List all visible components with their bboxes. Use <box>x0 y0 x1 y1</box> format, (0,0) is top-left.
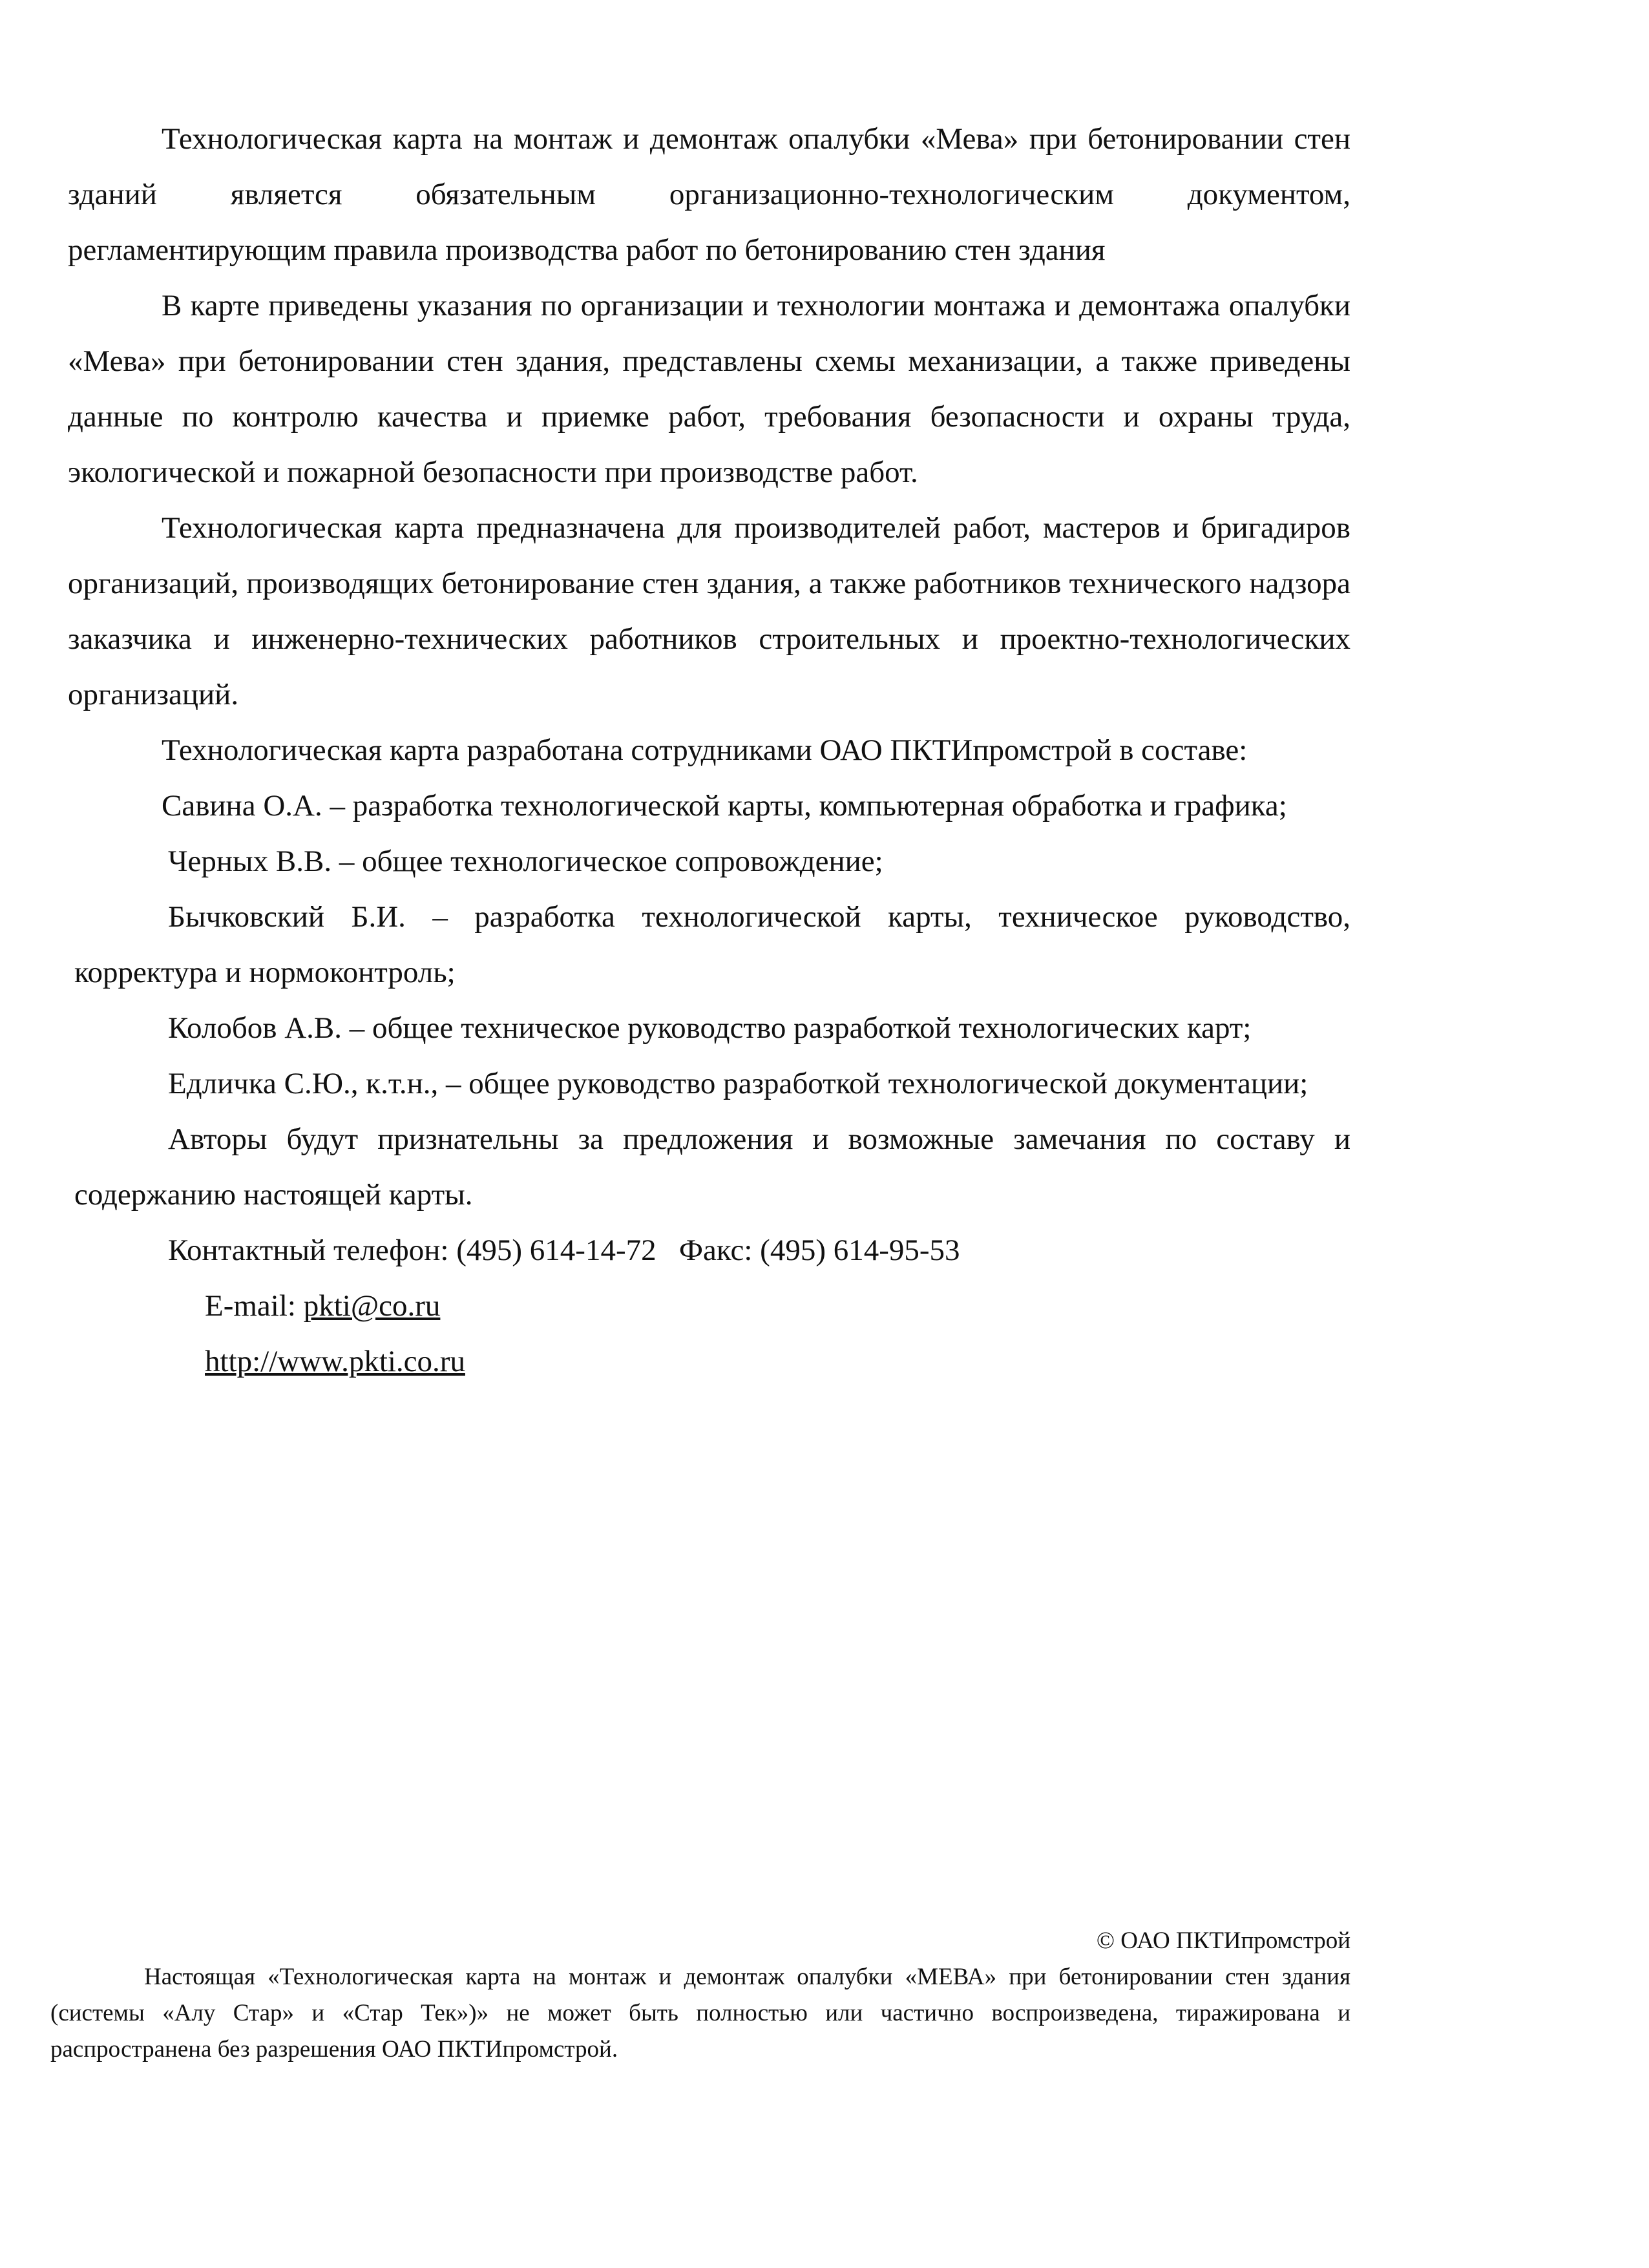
website-link[interactable]: http://www.pkti.co.ru <box>205 1345 465 1378</box>
author-savina: Савина О.А. – разработка технологической карты, компьютерная обработка и графика; <box>162 789 1287 823</box>
paragraph-audience: Технологическая карта предназначена для производителей работ, мастеров и бригадиров организаций, производящих бетонирование стен здания, а также работников технического надзора заказчика и инженерно-технических работников строительных и проектно-технологических организаций. <box>68 511 1350 711</box>
contact-email-line <box>68 1278 1350 1334</box>
fax-number: (495) 614-95-53 <box>760 1234 960 1267</box>
paragraph-purpose: Технологическая карта на монтаж и демонтаж опалубки «Мева» при бетонировании стен зданий является обязательным организационно-технологическим документом, регламентирующим правила производства работ по бетонированию стен здания <box>68 122 1350 267</box>
authors-closing: Авторы будут признательны за предложения и возможные замечания по составу и содержанию настоящей карты. <box>74 1122 1350 1212</box>
contact-phone-line <box>68 1223 1350 1278</box>
authors-intro: Технологическая карта разработана сотрудниками ОАО ПКТИпромстрой в составе: <box>162 733 1248 767</box>
paragraph-contents: В карте приведены указания по организации и технологии монтажа и демонтажа опалубки «Мева» при бетонировании стен здания, представлены схемы механизации, а также приведены данные по контролю качества и приемке работ, требования безопасности и охраны труда, экологической и пожарной безопасности при производстве работ. <box>68 289 1350 489</box>
contact-website-line <box>68 1334 1350 1389</box>
reproduction-notice: Настоящая «Технологическая карта на монтаж и демонтаж опалубки «МЕВА» при бетонировании стен здания (системы «Алу Стар» и «Стар Тек»)» не может быть полностью или частично воспроизведена, тиражирована и распространена без разрешения ОАО ПКТИпромстрой. <box>50 1964 1350 2063</box>
email-label: E-mail: <box>205 1289 296 1323</box>
author-kolobov: Колобов А.В. – общее техническое руководство разработкой технологических карт; <box>168 1011 1252 1045</box>
main-text <box>68 111 1350 1389</box>
phone-label: Контактный телефон: <box>168 1234 449 1267</box>
author-chernykh: Черных В.В. – общее технологическое сопровождение; <box>168 845 883 878</box>
copyright-notice: © ОАО ПКТИпромстрой <box>1096 1927 1350 1954</box>
email-link[interactable]: pkti@co.ru <box>303 1289 441 1323</box>
phone-number: (495) 614-14-72 <box>456 1234 656 1267</box>
author-edlichka: Едличка С.Ю., к.т.н., – общее руководство разработкой технологической документации; <box>168 1067 1308 1100</box>
fax-label: Факс: <box>678 1234 753 1267</box>
footer <box>50 1923 1350 2068</box>
author-bychkovsky: Бычковский Б.И. – разработка технологической карты, техническое руководство, корректура и нормоконтроль; <box>74 900 1350 989</box>
